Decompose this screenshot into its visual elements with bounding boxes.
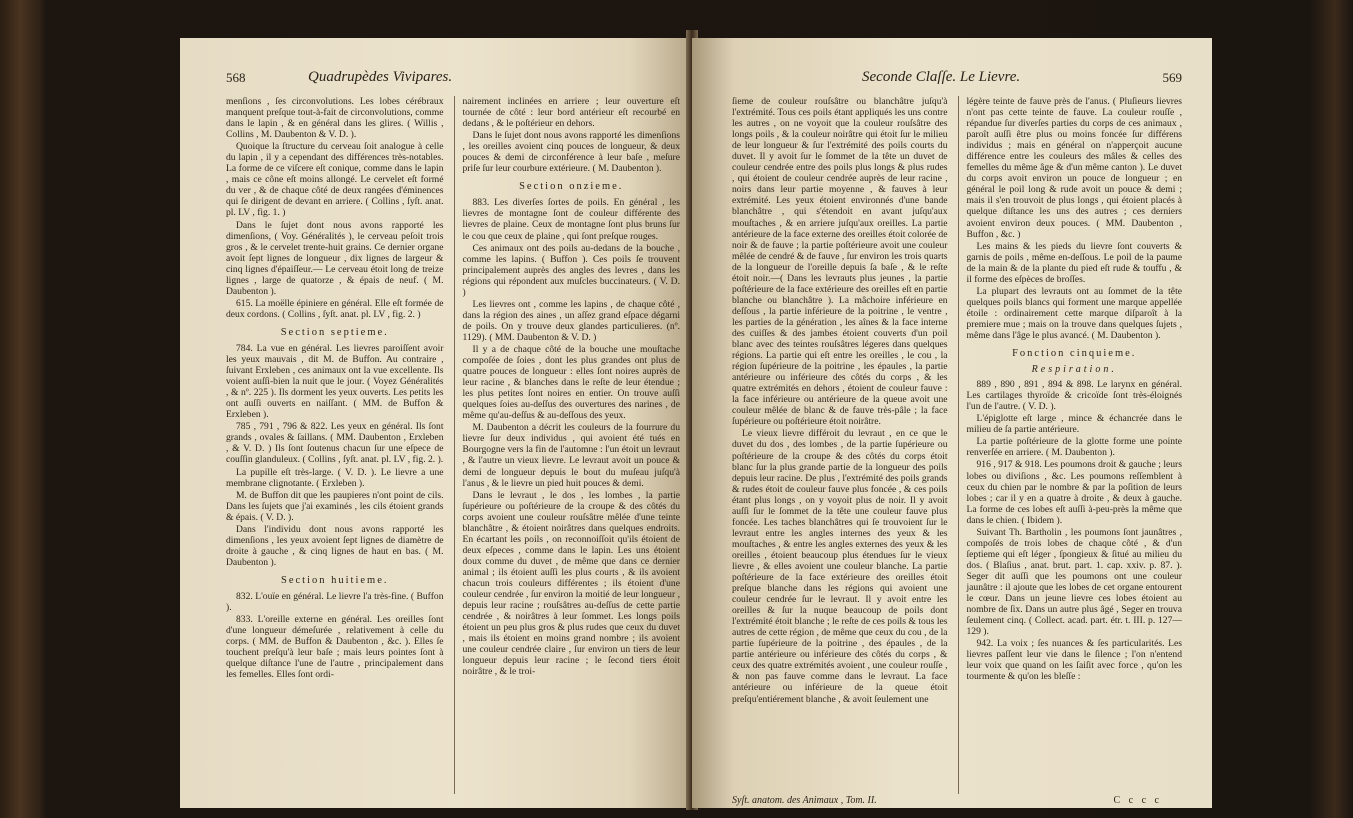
section-heading: Section huitieme. [281, 574, 389, 586]
paragraph: Dans le ſujet dont nous avons rapporté les dimenſions , les oreilles avoient cinq pouces de longueur, & deux pouces & demi de circonférence à leur baſe , meſure priſe ſur leur courbure extérieure. ( M. Daubenton ). [462, 130, 680, 175]
right-column-2 [958, 96, 1183, 794]
paragraph: 916 , 917 & 918. Les poumons droit & gauche ; leurs lobes ou diviſions , &c. Les poumons reſſemblent à ceux du chien par le nombre & par la poſition de leurs lobes ; car il y en a quatre à droite , & deux à gauche. La forme de ces lobes eſt auſſi à-peu-près la même que dans le chien. ( Ibidem ). [966, 459, 1182, 526]
footer-citation: Syſt. anatom. des Animaux , Tom. II. [732, 794, 877, 806]
paragraph: légère teinte de fauve près de l'anus. ( Pluſieurs lievres n'ont pas cette teinte de fauve. La couleur rouſſe , répandue ſur diverſes parties du corps de ces animaux , paroît auſſi être plus ou moins foncée ſur différens individus ; mais en général on n'apperçoit aucune différence entre les couleurs des mâles & celles des femelles du même âge & d'un même canton ). Le duvet du corps avoit environ un pouce de longueur ; en général le poil long & rude avoit un pouce & demi ; mais il s'en trouvoit de plus longs , qui étoient placés à quelque diſtance les uns des autres ; ces derniers avoient environ deux pouces. ( MM. Daubenton , Buffon , &c. ) [966, 96, 1182, 240]
running-head-left: Quadrupèdes Vivipares. [308, 69, 453, 85]
paragraph: 832. L'ouïe en général. Le lievre l'a très-fine. ( Buffon ). [226, 590, 444, 614]
page-footer [732, 795, 1182, 806]
right-column-1 [732, 96, 948, 794]
paragraph: L'épiglotte eſt large , mince & échancrée dans le milieu de ſa partie antérieure. [966, 413, 1182, 436]
paragraph: Il y a de chaque côté de la bouche une mouſtache compoſée de ſoies , dont les plus grandes ont plus de quatre pouces de longueur : elles ſont noires auprès de leur racine , & blanches dans le reſte de leur étendue ; les plus petites ſont noires en entier. On trouve auſſi quelques ſoies au-deſſus des ouvertures des narines , de même qu'au-deſſus & au-deſſous des yeux. [462, 343, 680, 422]
paragraph: 942. La voix ; ſes nuances & ſes particularités. Les lievres paſſent leur vie dans le ſilence ; l'on n'entend leur voix que quand on les ſaiſit avec force , qu'on les tourmente & qu'on les bleſſe : [966, 638, 1182, 683]
paragraph: Les mains & les pieds du lievre ſont couverts & garnis de poils , même en-deſſous. Le poil de la paume de la main & de la plante du pied eſt rude & touffu , & il forme des eſpèces de broſſes. [966, 240, 1182, 285]
paragraph: nairement inclinées en arriere ; leur ouverture eſt tournée de côté : leur bord antérieur eſt recourbé en dedans , & le poſtérieur en dehors. [462, 96, 680, 130]
paragraph: Dans le ſujet dont nous avons rapporté les dimenſions, ( Voy. Généralités ), le cerveau peſoit trois gros , & le cervelet trente-huit grains. Ce dernier organe avoit ſept lignes de longueur , dix lignes de largeur & cinq lignes d'épaiſſeur.— Le cerveau étoit long de treize lignes , large de quatorze , & épais de neuf. ( M. Daubenton ). [226, 219, 444, 297]
paragraph: 615. La moëlle épiniere en général. Elle eſt formée de deux cordons. ( Collins , ſyſt. anat. pl. LV , fig. 2. ) [226, 297, 444, 320]
paragraph: Dans l'individu dont nous avons rapporté les dimenſions , les yeux avoient ſept lignes de diamètre de droite à gauche , & cinq lignes de haut en bas. ( M. Daubenton ). [226, 523, 444, 568]
left-column-1 [226, 96, 444, 794]
section-heading: Section onzieme. [519, 181, 624, 193]
paragraph: 883. Les diverſes ſortes de poils. En général , les lievres de montagne ſont de couleur différente des lievres de plaine. Ceux de montagne ſont plus bruns ſur le cou que ceux de plaine , qui ſont preſque rouges. [462, 197, 680, 242]
paragraph: 784. La vue en général. Les lievres paroiſſent avoir les yeux mauvais , dit M. de Buffon. Au contraire , ſuivant Erxleben , ces animaux ont la vue excellente. Ils voient auſſi-bien la nuit que le jour. ( Voyez Généralités , & nº. 225 ). Ils dorment les yeux ouverts. Les petits les ont auſſi ouverts en naiſſant. ( MM. de Buffon & Erxleben ). [226, 342, 444, 421]
signature-mark: C c c c [1113, 794, 1162, 806]
paragraph: Le vieux lievre différoit du levraut , en ce que le duvet du dos , des lombes , de la partie ſupérieure ou poſtérieure de la croupe & des côtés du corps étoit blanc ſur la plus grande partie de la longueur des poils depuis leur racine. De plus , l'extrémité des poils grands & rudes étoit de couleur fauve plus foncée , & ces poils étant plus longs , on y voyoit plus de noir. Il y avoit auſſi ſur le ſommet de la tête une couleur fauve plus foncée. Les taches blanchâtres qui ſe trouvoient ſur le levraut entre les angles internes des yeux & les mouſtaches , & entre les angles externes des yeux & les oreilles , étoient beaucoup plus étendues ſur le vieux lievre , & elles avoient une couleur blanche. La partie poſtérieure de la face extérieure des oreilles étoit preſque blanche dans les régions qui avoient une couleur cendrée ſur le levraut. Il y avoit entre les oreilles & ſur la nuque beaucoup de poils dont l'extrémité étoit blanche ; le reſte de ces poils & tous les autres de cette région , de même que ceux du cou , de la partie ſupérieure de la poitrine , des épaules , de la partie antérieure ou inférieure des côtés du corps , & ceux des quatre extrémités avoient , une couleur rouſſe , & non pas fauve comme dans le levraut. La face antérieure ou inférieure de la queue étoit preſqu'entiérement blanche , & avoit ſeulement une [732, 428, 948, 705]
page-number-right: 569 [1162, 70, 1182, 85]
running-head-right: Seconde Claſſe. Le Lievre. [862, 69, 1021, 85]
left-page [180, 38, 690, 808]
paragraph: Suivant Th. Bartholin , les poumons ſont jaunâtres , compoſés de trois lobes de chaque côté , & d'un ſeptieme qui eſt léger , ſpongieux & ſitué au milieu du dos. ( Blaſius , anat. brut. part. 1. cap. xxiv. p. 87. ). Seger dit auſſi que les poumons ont une couleur jaunâtre : il ajoute que les lobes de cet organe entourent le cœur. Dans un jeune lievre ces lobes étoient au nombre de ſix. Dans un autre plus âgé , Seger en trouva ſeulement cinq. ( Collect. acad. part. étr. t. III. p. 127—129 ). [966, 526, 1182, 638]
paragraph: Les lievres ont , comme les lapins , de chaque côté , dans la région des aines , un aſſez grand eſpace dégarni de poils. On y trouve deux glandes particulieres. (nº. 1129). ( MM. Daubenton & V. D. ) [462, 298, 680, 343]
paragraph: 889 , 890 , 891 , 894 & 898. Le larynx en général. Les cartilages thyroïde & cricoïde ſont très-éloignés l'un de l'autre. ( V. D. ). [966, 379, 1182, 413]
paragraph: ſieme de couleur rouſsâtre ou blanchâtre juſqu'à l'extrémité. Tous ces poils étant appliqués les uns contre les autres , on ne voyoit que la couleur rouſsâtre des longs poils , & la couleur noirâtre qui étoit ſur le milieu de leur longueur & ſur l'extrémité des poils courts du duvet. Il y avoit ſur le ſommet de la tête un duvet de couleur cendrée entre des poils plus longs & plus rudes , qui étoient de couleur cendrée auprès de leur racine , noirs dans leur partie moyenne , & fauves à leur extrémité. Les yeux étoient environnés d'une bande blanchâtre , qui s'étendoit en avant juſqu'aux mouſtaches , & en arriere juſqu'aux oreilles. La partie antérieure de la face externe des oreilles étoit colorée de noir & de fauve ; la partie poſtérieure avoit une couleur mêlée de cendré & de fauve , ſur environ les trois quarts de la longueur de l'oreille depuis ſa baſe , & le reſte étoit noir.—( Dans les levrauts plus jeunes , la partie poſtérieure de la face extérieure des oreilles eſt en partie blanche ou blanchâtre ). La mâchoire inférieure en deſſous , la partie inférieure de la poitrine , le ventre , les parties de la génération , les aînes & la face interne des cuiſſes & des jambes étoient couverts d'un poil blanc avec des teintes rouſsâtres légeres dans quelques régions. La partie qui eſt entre les oreilles , le cou , la région ſupérieure de la poitrine , les épaules , la partie antérieure ou inférieure des côtés du corps , & les quatre extrémités en dehors , étoient de couleur fauve : la face inférieure ou antérieure de la queue avoit une couleur mêlée de blanc & de fauve très-pâle ; la face ſupérieure ou poſtérieure étoit noirâtre. [732, 96, 948, 428]
left-column-2 [454, 96, 681, 794]
paragraph: menſions , ſes circonvolutions. Les lobes cérébraux manquent preſque tout-à-fait de circonvolutions, comme dans le lapin , & en général dans les glires. ( Willis , Collins , M. Daubenton & V. D. ). [226, 96, 444, 141]
paragraph: La plupart des levrauts ont au ſommet de la tête quelques poils blancs qui forment une marque appellée étoile : ordinairement cette marque diſparoît à la premiere mue ; mais on la trouve dans quelques ſujets , même dans l'âge le plus avancé. ( M. Daubenton ). [966, 285, 1182, 341]
paragraph: Quoique la ſtructure du cerveau ſoit analogue à celle du lapin , il y a cependant des différences très-notables. La forme de ce viſcere eſt conique, comme dans le lapin , mais ce cône eſt moins allongé. Le cervelet eſt formé du ver , & de chaque côté de deux rangées d'éminences qui ſe dirigent de devant en arriere. ( Collins , ſyſt. anat. pl. LV , fig. 1. ) [226, 141, 444, 219]
paragraph: La partie poſtérieure de la glotte forme une pointe renverſée en arriere. ( M. Daubenton ). [966, 436, 1182, 459]
paragraph: M. Daubenton a décrit les couleurs de la fourrure du lievre ſur deux individus , qui avoient été tués en Bourgogne vers la fin de l'automne : l'un étoit un levraut , & l'autre un vieux lievre. Le levraut avoit un pouce & demi de longueur depuis le bout du muſeau juſqu'à l'anus , & le lievre un pied huit pouces & demi. [462, 422, 680, 489]
section-heading: Fonction cinquieme. [1012, 348, 1137, 360]
paragraph: Ces animaux ont des poils au-dedans de la bouche , comme les lapins. ( Buffon ). Ces poils ſe trouvent principalement auprès des angles des levres , dans les régions qui répondent aux muſcles buccinateurs. ( V. D. ) [462, 242, 680, 298]
page-number-left: 568 [226, 70, 246, 85]
paragraph: M. de Buffon dit que les paupieres n'ont point de cils. Dans les ſujets que j'ai examinés , les cils étoient grands & épais. ( V. D. ). [226, 489, 444, 523]
paragraph: 785 , 791 , 796 & 822. Les yeux en général. Ils ſont grands , ovales & ſaillans. ( MM. Daubenton , Erxleben , & V. D. ) Ils ſont ſoutenus chacun ſur une eſpece de couſſin glanduleux. ( Collins , ſyſt. anat. pl. LV , fig. 2. ). [226, 421, 444, 466]
section-heading: Section septieme. [280, 326, 389, 338]
subsection-heading: Respiration. [1031, 364, 1117, 376]
paragraph: La pupille eſt très-large. ( V. D. ). Le lievre a une membrane clignotante. ( Erxleben ). [226, 466, 444, 489]
paragraph: 833. L'oreille externe en général. Les oreilles ſont d'une longueur démeſurée , relativement à celle du corps. ( MM. de Buffon & Daubenton , &c. ). Elles ſe touchent preſqu'à leur baſe ; mais leurs pointes ſont à quelque diſtance l'une de l'autre , principalement dans les femelles. Elles ſont ordi- [226, 614, 444, 681]
paragraph: Dans le levraut , le dos , les lombes , la partie ſupérieure ou poſtérieure de la croupe & des côtés du corps avoient une couleur rouſsâtre mêlée d'une teinte blanchâtre , & étoient noirâtres dans quelques endroits. En écartant les poils , on reconnoiſſoit qu'ils étoient de deux eſpeces , comme dans le lapin. Les uns étoient doux comme du duvet , de même que dans ce dernier animal ; ils étoient auſſi les plus courts , & ils avoient chacun trois couleurs différentes ; ils étoient d'une couleur cendrée , ſur environ la moitié de leur longueur , depuis leur racine ; rouſsâtres au-deſſus de cette partie cendrée , & noirâtres à leur ſommet. Les longs poils étoient un peu plus gros & plus rudes que ceux du duvet , mais ils étoient en moins grand nombre ; ils avoient une couleur cendrée claire , ſur environ un tiers de leur longueur depuis leur racine ; le ſecond tiers étoit noirâtre , & le troi- [462, 489, 680, 678]
right-page [692, 38, 1212, 808]
